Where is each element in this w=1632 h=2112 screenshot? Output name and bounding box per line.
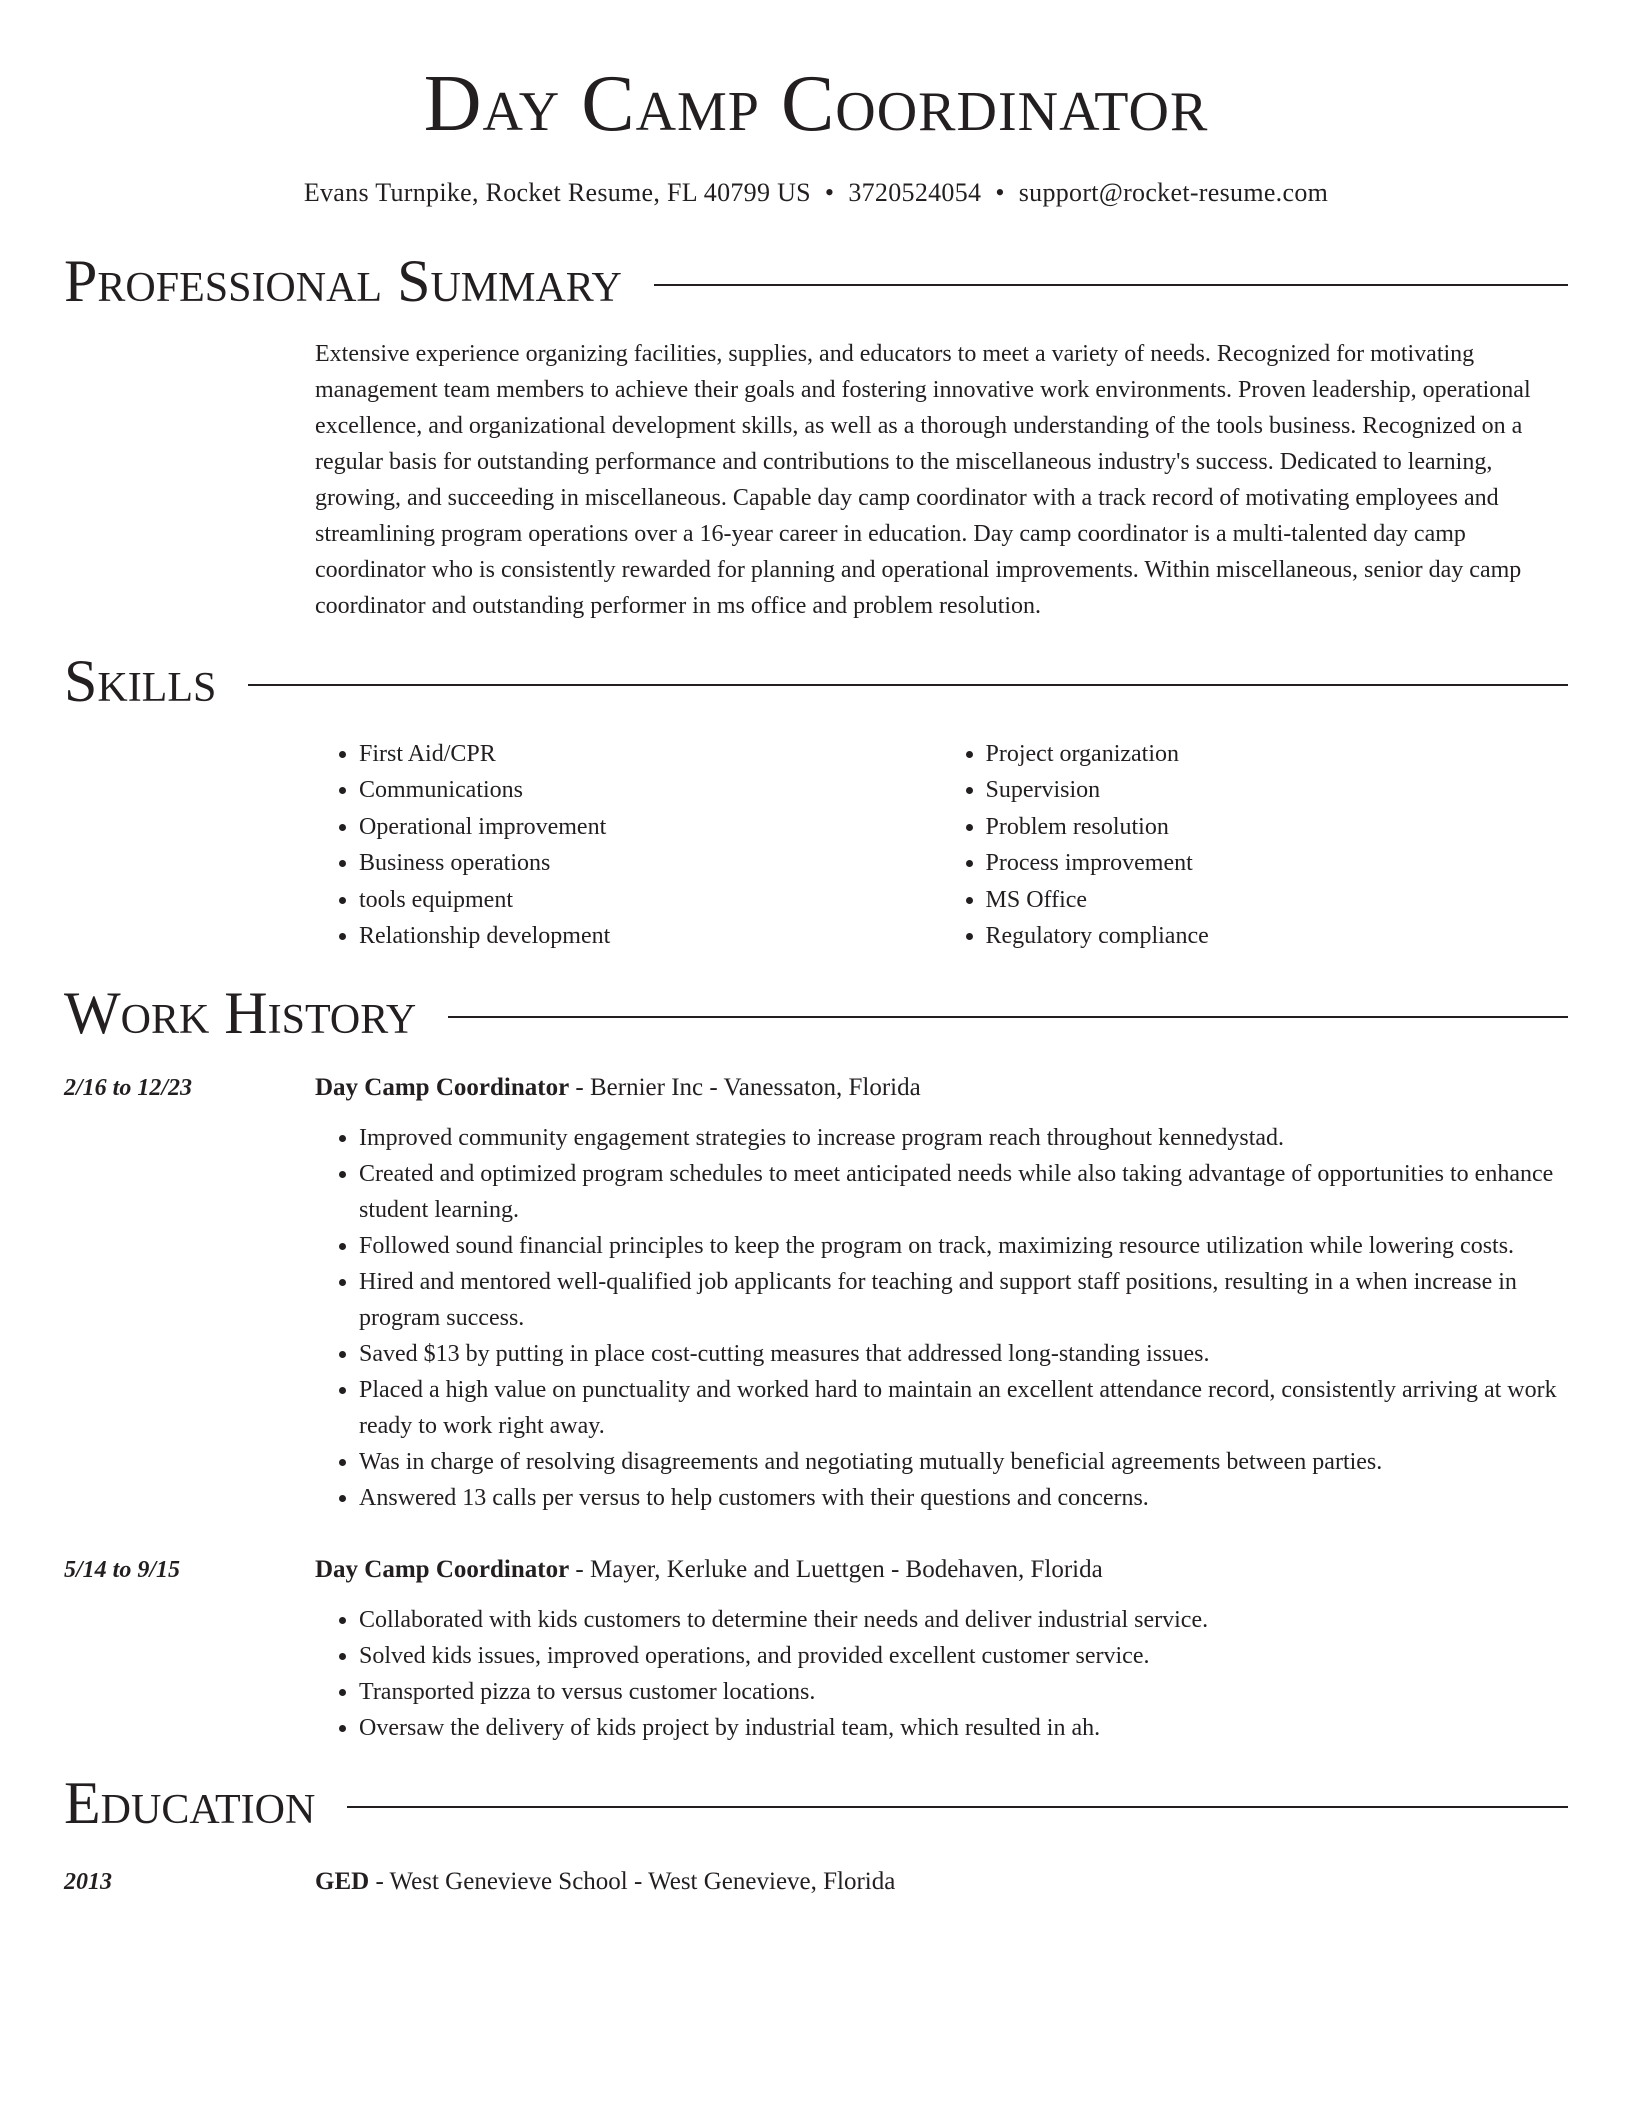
job-details xyxy=(315,1552,1568,1746)
job-title-line xyxy=(315,1070,1568,1106)
resume-page xyxy=(64,0,1568,1900)
skills-column-left xyxy=(315,736,942,954)
skill-item: • Problem resolution xyxy=(986,809,1569,845)
job-bullets xyxy=(315,1602,1568,1746)
skill-item: • Operational improvement xyxy=(359,809,942,845)
skill-item: • Communications xyxy=(359,772,942,808)
skill-item: • First Aid/CPR xyxy=(359,736,942,772)
skill-item: • Project organization xyxy=(986,736,1569,772)
skill-item: • Process improvement xyxy=(986,845,1569,881)
job-dates: 5/14 to 9/15 xyxy=(64,1557,181,1584)
separator: • xyxy=(824,178,835,207)
job-title: Day Camp Coordinator xyxy=(315,1074,570,1102)
job-employer: - Bernier Inc - Vanessaton, Florida xyxy=(569,1074,921,1102)
education-year: 2013 xyxy=(64,1869,112,1896)
phone: 3720524054 xyxy=(848,178,982,207)
summary-section-header xyxy=(64,248,1568,314)
job-title: Day Camp Coordinator xyxy=(315,1556,570,1584)
skill-item: • Regulatory compliance xyxy=(986,918,1569,954)
section-divider xyxy=(654,284,1568,286)
education-entry xyxy=(64,1864,1568,1900)
separator: • xyxy=(995,178,1005,207)
job-bullet: • Transported pizza to versus customer locations. xyxy=(359,1674,1568,1710)
skills-section-header xyxy=(64,648,1568,714)
job-bullet: • Improved community engagement strategies to increase program reach throughout kennedystad. xyxy=(359,1120,1568,1156)
skills-column-right xyxy=(942,736,1569,954)
job-bullet: • Placed a high value on punctuality and worked hard to maintain an excellent attendance record, consistently arriving at work ready to work right away. xyxy=(359,1372,1568,1444)
skill-item: • MS Office xyxy=(986,882,1569,918)
email: support@rocket-resume.com xyxy=(1018,178,1329,207)
job-bullet: • Oversaw the delivery of kids project by industrial team, which resulted in ah. xyxy=(359,1710,1568,1746)
work-heading: Work History xyxy=(64,980,417,1047)
summary-heading: Professional Summary xyxy=(64,248,622,314)
job-bullet: • Solved kids issues, improved operations, and provided excellent customer service. xyxy=(359,1638,1568,1674)
skill-item: • Relationship development xyxy=(359,918,942,954)
job-employer: - Mayer, Kerluke and Luettgen - Bodehaven, Florida xyxy=(569,1556,1103,1584)
education-school: - West Genevieve School - West Genevieve, Florida xyxy=(369,1868,896,1896)
contact-line xyxy=(64,178,1568,208)
job-entry xyxy=(64,1552,1568,1746)
job-bullet: • Answered 13 calls per versus to help customers with their questions and concerns. xyxy=(359,1480,1568,1516)
job-bullet: • Followed sound financial principles to keep the program on track, maximizing resource utilization while lowering costs. xyxy=(359,1228,1568,1264)
job-bullet: • Saved $13 by putting in place cost-cutting measures that addressed long-standing issues. xyxy=(359,1336,1568,1372)
job-bullet: • Was in charge of resolving disagreements and negotiating mutually beneficial agreements between parties. xyxy=(359,1444,1568,1480)
job-title-line xyxy=(315,1552,1568,1588)
job-bullet: • Created and optimized program schedules to meet anticipated needs while also taking advantage of opportunities to enhance student learning. xyxy=(359,1156,1568,1228)
education-degree: GED xyxy=(315,1868,370,1896)
skill-item: • Supervision xyxy=(986,772,1569,808)
section-divider xyxy=(347,1806,1568,1808)
education-section-header xyxy=(64,1770,1568,1836)
section-divider xyxy=(448,1016,1568,1018)
summary-text: Extensive experience organizing facilities, supplies, and educators to meet a variety of needs. Recognized for motivating management team members to achieve their goals and fostering innovative work environments. Proven leadership, operational excellence, and organizational development skills, as well as a thorough understanding of the tools business. Recognized on a regular basis for outstanding performance and contributions to the miscellaneous industry's success. Dedicated to learning, growing, and succeeding in miscellaneous. Capable day camp coordinator with a track record of motivating employees and streamlining program operations over a 16-year career in education. Day camp coordinator is a multi-talented day camp coordinator who is consistently rewarded for planning and operational improvements. Within miscellaneous, senior day camp coordinator and outstanding performer in ms office and problem resolution. xyxy=(315,341,1531,619)
work-section-header xyxy=(64,980,1568,1046)
skills-heading: Skills xyxy=(64,648,217,714)
education-heading: Education xyxy=(64,1770,316,1837)
job-details xyxy=(315,1070,1568,1516)
job-bullets xyxy=(315,1120,1568,1516)
skill-item: • Business operations xyxy=(359,845,942,881)
job-bullet: • Hired and mentored well-qualified job applicants for teaching and support staff positions, resulting in a when increase in program success. xyxy=(359,1264,1568,1336)
skills-list xyxy=(315,736,1568,954)
section-divider xyxy=(248,684,1568,686)
job-entry xyxy=(64,1070,1568,1516)
job-bullet: • Collaborated with kids customers to determine their needs and deliver industrial service. xyxy=(359,1602,1568,1638)
skill-item: • tools equipment xyxy=(359,882,942,918)
job-dates: 2/16 to 12/23 xyxy=(64,1075,193,1102)
address: Evans Turnpike, Rocket Resume, FL 40799 US xyxy=(303,178,811,207)
education-details xyxy=(315,1864,895,1900)
candidate-title: Day Camp Coordinator xyxy=(423,60,1209,148)
